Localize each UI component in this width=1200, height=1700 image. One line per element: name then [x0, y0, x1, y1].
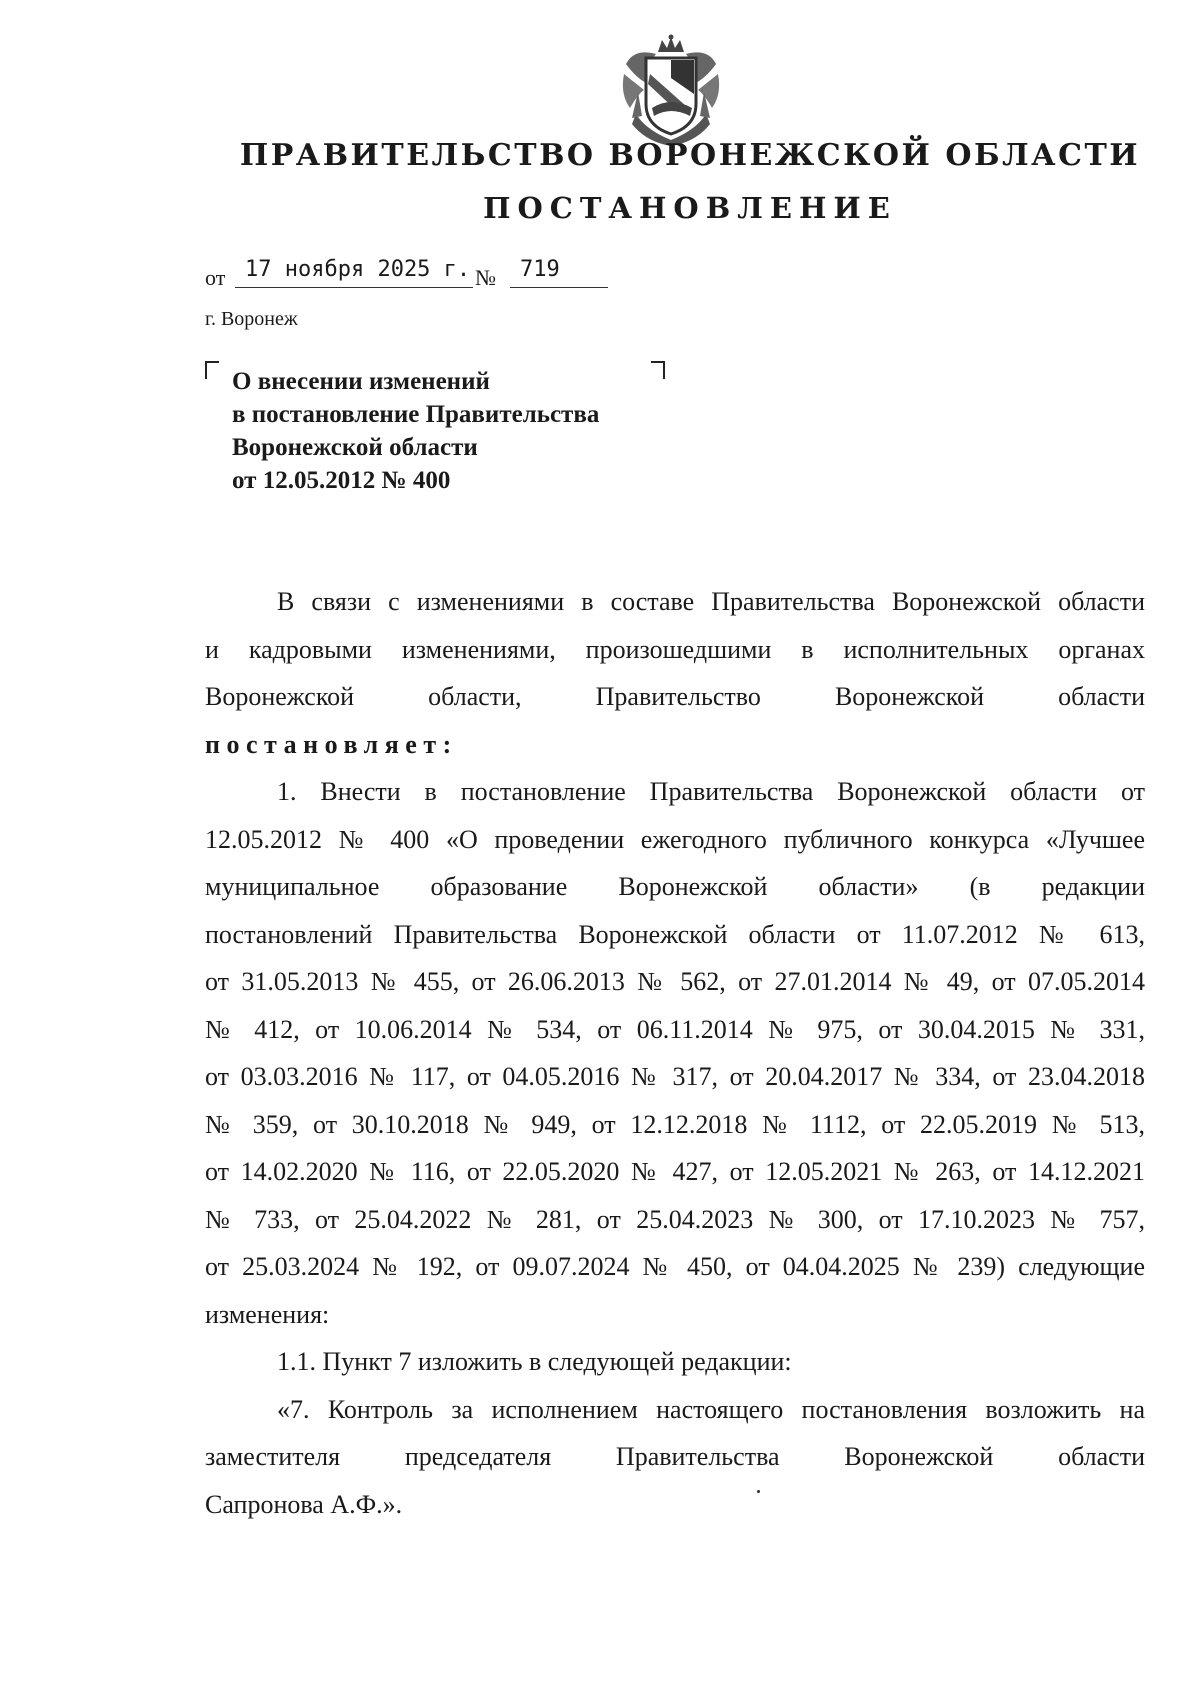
- document-subject: [232, 365, 692, 497]
- body-line: от 25.03.2024 № 192, от 09.07.2024 № 450, от 04.04.2025 № 239) следующие: [205, 1252, 1145, 1281]
- subject-line: в постановление Правительства: [232, 401, 600, 428]
- body-line: изменения:: [205, 1299, 330, 1329]
- subject-line: от 12.05.2012 № 400: [232, 467, 451, 494]
- body-line: 1. Внести в постановление Правительства Воронежской области от: [277, 777, 1145, 806]
- body-line: заместителя председателя Правительства Воронежской области: [205, 1442, 1145, 1471]
- body-line: «7. Контроль за исполнением настоящего постановления возложить на: [277, 1394, 1145, 1424]
- coat-of-arms-icon: [616, 34, 726, 148]
- organization-title: ПРАВИТЕЛЬСТВО ВОРОНЕЖСКОЙ ОБЛАСТИ: [239, 138, 1141, 173]
- body-line: муниципальное образование Воронежской области» (в редакции: [205, 872, 1145, 901]
- date-label: от: [205, 265, 226, 290]
- number-field: [510, 255, 608, 288]
- subject-line: О внесении изменений: [232, 368, 490, 395]
- body-line: В связи с изменениями в составе Правительства Воронежской области: [277, 587, 1145, 616]
- city: г. Воронеж: [205, 308, 298, 330]
- body-line: от 14.02.2020 № 116, от 22.05.2020 № 427, от 12.05.2021 № 263, от 14.12.2021: [205, 1157, 1145, 1186]
- body-line: от 03.03.2016 № 117, от 04.05.2016 № 317, от 20.04.2017 № 334, от 23.04.2018: [205, 1062, 1145, 1091]
- date-value: 17 ноября 2025 г.: [245, 257, 471, 282]
- subject-line: Воронежской области: [232, 434, 478, 461]
- body-line: № 412, от 10.06.2014 № 534, от 06.11.2014 № 975, от 30.04.2015 № 331,: [205, 1014, 1145, 1044]
- body-line: постановлений Правительства Воронежской области от 11.07.2012 № 613,: [205, 919, 1145, 949]
- subject-bracket-left: [205, 361, 219, 379]
- number-label: №: [475, 265, 496, 290]
- number-value: 719: [520, 257, 560, 282]
- body-line: 1.1. Пункт 7 изложить в следующей редакции:: [277, 1347, 792, 1376]
- body-line: Сапронова А.Ф.».: [205, 1489, 403, 1519]
- date-field: [235, 255, 473, 288]
- body-line: № 733, от 25.04.2022 № 281, от 25.04.2023 № 300, от 17.10.2023 № 757,: [205, 1204, 1145, 1234]
- body-line: 12.05.2012 № 400 «О проведении ежегодного публичного конкурса «Лучшее: [205, 824, 1145, 854]
- body-line: и кадровыми изменениями, произошедшими в исполнительных органах: [205, 634, 1145, 664]
- document-body: [205, 578, 1145, 1528]
- resolves-word: постановляет:: [205, 729, 458, 759]
- body-line: Воронежской области, Правительство Воронежской области: [205, 682, 1145, 711]
- body-line: № 359, от 30.10.2018 № 949, от 12.12.2018 № 1112, от 22.05.2019 № 513,: [205, 1109, 1145, 1139]
- body-line: от 31.05.2013 № 455, от 26.06.2013 № 562, от 27.01.2014 № 49, от 07.05.2014: [205, 967, 1145, 996]
- document-type-title: ПОСТАНОВЛЕНИЕ: [483, 191, 897, 225]
- scan-speck: [757, 1490, 760, 1493]
